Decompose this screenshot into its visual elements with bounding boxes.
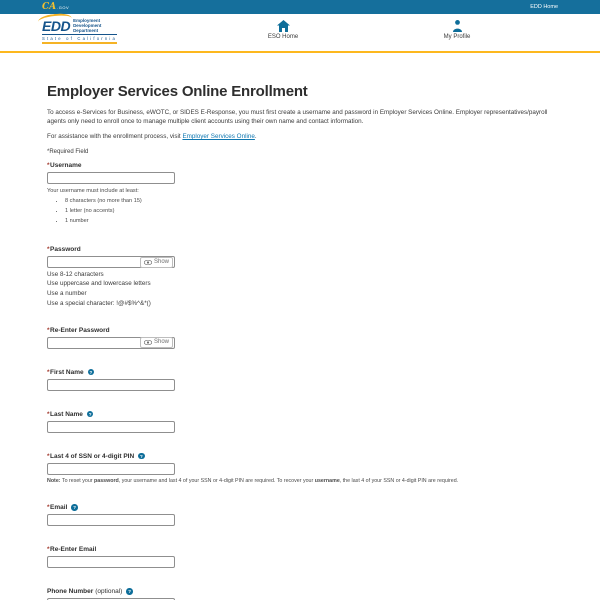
required-asterisk: * xyxy=(47,162,50,170)
username-rules-list xyxy=(65,198,553,224)
last-name-label: * Last Name ? xyxy=(47,410,92,418)
ssn-note: Note: To reset your password, your username and last 4 of your SSN or 4-digit PIN are required. To recover your username, the last 4 of your SSN or 4-digit PIN are required. xyxy=(47,477,459,484)
reenter-email-label: * Re-Enter Email xyxy=(47,546,97,554)
email-field-group xyxy=(47,504,553,526)
ca-gov-logo-script: CA xyxy=(42,1,57,12)
password-show-button[interactable]: Show xyxy=(140,257,173,268)
password-rule: Use a number xyxy=(47,289,87,297)
help-icon[interactable]: ? xyxy=(89,369,93,375)
edd-home-link[interactable]: EDD Home xyxy=(530,4,558,10)
phone-field-group xyxy=(47,588,553,600)
utility-bar xyxy=(0,0,600,14)
employer-services-online-link[interactable]: Employer Services Online xyxy=(182,133,255,141)
email-label: * Email ? xyxy=(47,504,77,512)
ssn-pin-input[interactable] xyxy=(47,463,175,475)
username-rules-intro: Your username must include at least: xyxy=(47,188,139,195)
edd-logo[interactable] xyxy=(42,18,117,44)
help-icon[interactable]: ? xyxy=(88,411,92,417)
username-rule: • 1 letter (no accents) xyxy=(65,208,553,214)
help-icon[interactable]: ? xyxy=(128,589,131,595)
password-field-group xyxy=(47,246,553,306)
assistance-paragraph: For assistance with the enrollment process, visit Employer Services Online. xyxy=(47,133,257,141)
eye-icon xyxy=(144,260,152,265)
help-icon[interactable]: ? xyxy=(73,505,77,511)
nav-my-profile[interactable] xyxy=(417,19,497,40)
ca-gov-logo[interactable] xyxy=(42,3,69,12)
username-label: * Username xyxy=(47,162,82,170)
ca-gov-logo-suffix: .GOV xyxy=(57,4,70,10)
password-input-box xyxy=(47,256,175,268)
site-header xyxy=(0,14,600,53)
reenter-password-input[interactable] xyxy=(48,338,140,347)
username-rule: • 1 number xyxy=(65,218,553,224)
required-asterisk: * xyxy=(47,368,50,376)
nav-eso-home-label: ESO Home xyxy=(267,34,299,40)
first-name-field-group xyxy=(47,369,553,391)
first-name-input[interactable] xyxy=(47,379,175,391)
person-icon xyxy=(417,19,497,32)
required-asterisk: * xyxy=(47,410,50,418)
last-name-field-group xyxy=(47,411,553,433)
password-rule: Use uppercase and lowercase letters xyxy=(47,280,151,288)
password-input[interactable] xyxy=(48,258,140,267)
reenter-email-field-group xyxy=(47,546,553,568)
username-input[interactable] xyxy=(47,172,175,184)
required-asterisk: * xyxy=(47,326,50,334)
reenter-password-label: * Re-Enter Password xyxy=(47,326,110,334)
edd-logo-department-text: Employment Development Department xyxy=(73,18,102,33)
password-rule: Use 8-12 characters xyxy=(47,270,104,278)
edd-logo-text: EDD xyxy=(42,17,71,34)
username-rule: • 8 characters (no more than 15) xyxy=(65,198,553,204)
home-icon xyxy=(243,19,323,32)
required-asterisk: * xyxy=(47,546,50,554)
intro-paragraph: To access e-Services for Business, eWOTC, or SIDES E-Response, you must first create a username and password in Employer Services Online. Employer representatives/payroll agents only need to enroll once to manage multiple client accounts using their own name and contact information. xyxy=(47,109,548,125)
reenter-password-field-group xyxy=(47,327,553,349)
ssn-pin-field-group xyxy=(47,453,553,485)
required-field-note: *Required Field xyxy=(47,149,89,156)
help-icon[interactable]: ? xyxy=(140,453,143,459)
email-input[interactable] xyxy=(47,514,175,526)
ssn-pin-label: * Last 4 of SSN or 4-digit PIN ? xyxy=(47,452,143,460)
reenter-password-show-button[interactable]: Show xyxy=(140,337,173,348)
password-label: * Password xyxy=(47,246,81,254)
password-rule: Use a special character: !@#$%^&*() xyxy=(47,299,151,307)
phone-label: Phone Number (optional) ? xyxy=(47,588,131,596)
required-asterisk: * xyxy=(47,452,50,460)
username-field-group xyxy=(47,162,553,224)
reenter-password-input-box xyxy=(47,337,175,349)
main-content xyxy=(0,53,600,600)
first-name-label: * First Name ? xyxy=(47,368,93,376)
required-asterisk: * xyxy=(47,504,50,512)
required-asterisk: * xyxy=(47,246,50,254)
nav-my-profile-label: My Profile xyxy=(443,34,471,40)
eye-icon xyxy=(144,340,152,345)
edd-logo-tagline: State of California xyxy=(42,34,117,44)
reenter-email-input[interactable] xyxy=(47,556,175,568)
page-title: Employer Services Online Enrollment xyxy=(47,83,308,100)
last-name-input[interactable] xyxy=(47,421,175,433)
nav-eso-home[interactable] xyxy=(243,19,323,40)
